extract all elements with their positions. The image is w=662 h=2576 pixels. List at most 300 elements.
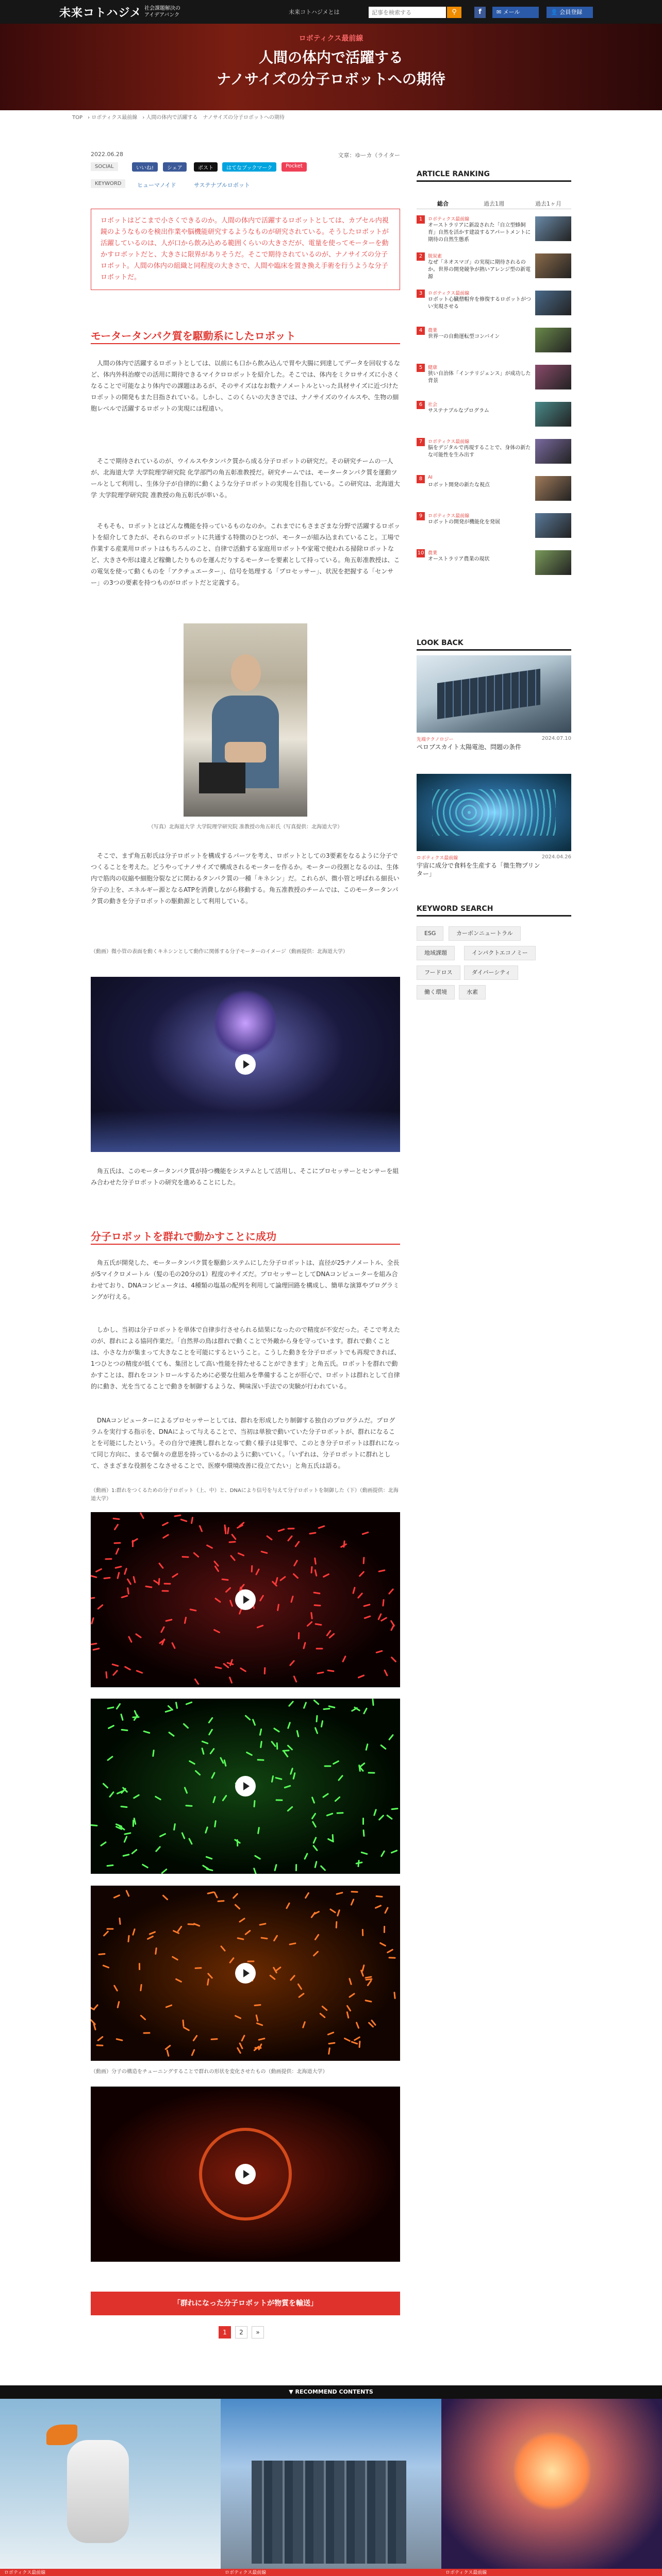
keyword-tag[interactable]: ダイバーシティ [464,965,518,980]
microscopy-particle [311,1797,316,1804]
microscopy-particle [320,1865,326,1871]
microscopy-particle [363,1615,371,1619]
microscopy-particle [201,1740,208,1744]
play-icon[interactable] [235,1054,256,1075]
microscopy-particle [309,1532,316,1534]
microscopy-particle [312,1837,317,1844]
microscopy-particle [327,2031,334,2036]
microscopy-particle [165,1619,172,1622]
rank-title[interactable]: なぜ「ネオスマゴ」の実現に期待されるのか。世界の開発競争が熱いアレンジ型の新電源 [428,260,531,280]
microscopy-particle [318,1525,325,1529]
microscopy-particle [384,1926,385,1933]
rank-category[interactable]: 農業 [428,551,438,556]
microscopy-particle [229,1957,235,1964]
rank-title[interactable]: オーストラリア農業の現状 [428,556,490,562]
rank-thumb[interactable] [535,328,571,352]
microscopy-particle [313,1699,320,1705]
microscopy-particle [163,1583,171,1584]
microscopy-particle [361,1964,365,1972]
video-player[interactable] [91,977,400,1152]
rank-category[interactable]: 脱炭素 [428,254,442,259]
rank-title[interactable]: ロボット心臓僧帽弁を修復するロボットがつい実現させる [428,297,531,310]
microscopy-particle [194,1967,202,1969]
rank-category[interactable]: 農業 [428,328,438,333]
researcher-photo [184,623,307,817]
microscopy-particle [255,2014,258,2022]
microscopy-particle [140,1984,142,1991]
microscopy-particle [97,1604,104,1609]
rank-category[interactable]: ロボティクス最前線 [428,514,470,519]
rank-title[interactable]: オーストラリアに新設された「自立型蜂飼育」自然を活かす建設するアパートメントに期待の自然生態系 [428,223,531,243]
rank-thumb[interactable] [535,253,571,278]
microscopy-particle [260,1551,268,1554]
microscopy-particle [312,1821,317,1828]
microscopy-particle [254,2047,261,2048]
ranking-item[interactable] [417,475,571,506]
tab-week[interactable]: 過去1週 [484,200,504,207]
breadcrumb-item: 人間の体内で活躍する ナノサイズの分子ロボットへの期待 [146,115,285,121]
site-logo[interactable]: 未来コトハジメ [59,6,142,20]
microscopy-particle [222,1794,227,1801]
page-button[interactable]: 2 [235,2326,247,2338]
microscopy-particle [351,1891,358,1893]
microscopy-particle [386,1815,393,1820]
microscopy-particle [321,2005,328,2011]
microscopy-particle [275,1967,282,1972]
microscopy-particle [252,1719,256,1726]
rank-category[interactable]: AI [428,475,433,480]
microscopy-particle [302,2021,306,2028]
video-player[interactable] [91,1512,400,1687]
microscopy-particle [338,1775,343,1782]
microscopy-particle [274,1864,277,1871]
microscopy-particle [257,1759,264,1761]
microscopy-particle [328,1633,335,1638]
rank-thumb[interactable] [535,365,571,389]
recommend-thumb[interactable] [441,2399,662,2569]
microscopy-particle [188,1838,193,1845]
microscopy-particle [124,1568,127,1575]
microscopy-particle [384,1669,388,1676]
microscopy-particle [164,1709,172,1713]
microscopy-particle [264,1667,266,1674]
microscopy-particle [294,1540,300,1547]
microscopy-particle [336,1892,343,1895]
microscopy-particle [102,1783,108,1789]
microscopy-particle [239,2042,243,2049]
ranking-heading: ARTICLE RANKING [417,170,571,182]
microscopy-particle [256,2022,263,2026]
microscopy-particle [269,1975,276,1980]
microscopy-particle [327,1670,334,1672]
search-input[interactable] [369,7,446,18]
microscopy-particle [114,1566,122,1569]
lookback-thumb[interactable] [417,774,571,851]
microscopy-particle [259,1728,262,1736]
rank-thumb[interactable] [535,550,571,575]
rank-category[interactable]: 健康 [428,365,438,370]
ranking-item[interactable] [417,512,571,543]
rank-thumb[interactable] [535,439,571,464]
microscopy-particle [246,1751,253,1756]
rank-thumb[interactable] [535,216,571,241]
microscopy-particle [368,1772,375,1773]
microscopy-particle [152,1750,155,1757]
microscopy-particle [304,1853,308,1860]
keyword-link[interactable]: ヒューマノイド [137,182,176,189]
rank-category[interactable]: ロボティクス最前線 [428,291,470,296]
microscopy-particle [349,1978,352,1985]
keyword-tag[interactable]: 水素 [459,985,486,999]
lookback-thumb[interactable] [417,655,571,733]
microscopy-particle [91,1575,97,1579]
paragraph: そもそも、ロボットとはどんな機能を持っているものなのか。これまでにもさまざまな分野で活躍するロボットを紹介してきたが、それらのロボットに共通する特徴のひとつが、モーターが組み込まれていること。工場で作業する産業用ロボットはもちろんのこと、自律で活動する家庭用ロボットや家電で使われる掃除ロボットなど、大きさや形は違えど稼働したりものを運んだりするモーターを要素として持っている。角五彰准教授は、この電気を使って動くものを「アクチュエーター」、信号を処理する「プロセッサー」、状況を把握する「センサー」の3つの要素を持つものがロボットだと定義する。 [91,522,401,586]
microscopy-particle [362,1929,363,1936]
microscopy-particle [112,1518,120,1520]
microscopy-particle [283,1751,289,1757]
search-icon[interactable]: ⚲ [447,7,461,18]
rank-title[interactable]: 世界一の自動運転型コンバイン [428,334,500,340]
microscopy-particle [349,1993,355,1998]
microscopy-particle [198,1525,203,1532]
microscopy-particle [316,1648,323,1650]
microscopy-particle [100,1841,107,1846]
ranking-item[interactable] [417,549,571,580]
microscopy-particle [247,1960,254,1962]
lookback-title[interactable]: 宇宙に成分で食料を生産する「微生物プリンター」 [417,862,540,877]
microscopy-particle [373,1809,377,1816]
microscopy-particle [306,1621,312,1627]
rank-number: 7 [417,438,425,446]
video-player[interactable] [91,2087,400,2262]
ranking-item[interactable] [417,252,571,283]
microscopy-particle [133,1576,136,1583]
rank-category[interactable]: 社会 [428,402,438,408]
microscopy-particle [192,2035,197,2041]
microscopy-particle [122,1854,129,1857]
mail-button[interactable]: ✉ メール [492,7,539,18]
microscopy-particle [127,1935,129,1942]
microscopy-particle [165,2004,172,2008]
microscopy-particle [155,1846,161,1852]
video-player[interactable] [91,1699,400,1874]
microscopy-particle [181,1556,189,1558]
lookback-category[interactable]: 先端テクノロジー [417,737,454,742]
microscopy-particle [387,1948,394,1953]
microscopy-particle [145,1585,152,1588]
microscopy-particle [194,1770,201,1776]
microscopy-particle [123,1836,127,1843]
microscopy-particle [205,1826,208,1834]
microscopy-particle [109,1791,114,1798]
play-icon[interactable] [235,2164,256,2184]
search-box [369,7,461,18]
lookback-title[interactable]: ペロブスカイト太陽電池、問題の条件 [417,743,522,751]
microscopy-particle [295,1864,297,1871]
microscopy-particle [292,1772,295,1780]
lookback-category[interactable]: ロボティクス最前線 [417,856,458,861]
rank-thumb[interactable] [535,476,571,501]
microscopy-particle [257,1827,260,1834]
microscopy-particle [284,1785,291,1788]
microscopy-particle [106,1865,113,1867]
rank-thumb[interactable] [535,513,571,538]
microscopy-particle [155,1947,157,1955]
rank-title[interactable]: ロボット開発の新たな視点 [428,482,490,488]
microscopy-particle [183,2026,190,2031]
microscopy-particle [91,1597,95,1600]
play-icon[interactable] [235,1776,256,1797]
play-icon[interactable] [235,1963,256,1984]
rank-title[interactable]: サステナブルなプログラム [428,408,489,414]
microscopy-particle [360,1852,368,1855]
microscopy-particle [185,1701,192,1705]
rank-title[interactable]: 脳をデジタルで再現することで、身体の新たな可能性を生み出す [428,445,531,458]
microscopy-particle [273,1727,280,1733]
microscopy-particle [256,1624,263,1629]
microscopy-particle [182,2020,184,2027]
microscopy-particle [91,1617,94,1624]
microscopy-particle [102,1964,109,1969]
microscopy-particle [127,1587,129,1595]
microscopy-particle [244,1929,251,1935]
keyword-tag[interactable]: 地域課題 [417,946,455,960]
paragraph: 人間の体内で活躍するロボットとしては、以前にも口から飲み込んで胃や大腸に到達してデータを回収するなど、体内外科治療での活用に期待できるマイクロロボットを紹介した。そこでは、体内をミクロサイズに小さくなることで可能なより体内での課題はあるが、そのサイズはなお数ナノメートルといった具材サイズに近づけたロボットの開発もまた目指されている。しかし、このくらいの大きさでは、ナノサイズのウイルスや、生物の細胞レベルで活躍するロボットの実現には程遠い。 [91,360,401,412]
like-button[interactable]: いいね! [132,162,158,172]
microscopy-particle [319,2012,326,2018]
microscopy-particle [132,1716,139,1718]
microscopy-particle [379,1942,387,1946]
microscopy-particle [229,1600,234,1607]
microscopy-particle [271,1775,274,1783]
pocket-button[interactable]: Pocket [282,162,307,172]
microscopy-particle [333,1760,340,1765]
microscopy-particle [298,1993,305,1998]
microscopy-particle [217,1900,224,1902]
microscopy-particle [214,1666,222,1669]
ranking-item[interactable] [417,438,571,469]
article-date: 2022.06.28 [91,151,123,158]
microscopy-particle [142,1863,149,1869]
breadcrumb-item[interactable]: TOP [72,115,83,121]
microscopy-particle [260,1741,262,1748]
keyword-tag[interactable]: ESG [417,926,443,941]
video-caption: （動画）1:群れをつくるための分子ロボット（上、中）と、DNAにより信号を与えて分子ロボットを制御した（下）（動画提供：北海道大学） [91,1488,399,1502]
keyword-tag[interactable]: インパクトエコノミー [464,946,536,960]
lookback-date: 2024.07.10 [541,736,571,741]
paragraph: しかし、当初は分子ロボットを単体で自律歩行させられる結果になったので精度が不安だった。そこで考えたのが、群れによる協同作業だ。「自然界の鳥は群れで動くことで外敵から身を守っています。群れで動くことは、小さな力が集まって大きなことを可能にするということ。こうした動きを分子ロボットでも再現できれば、1つひとつの精度が低くても、集団として高い性能を持たせることができます」と角五氏。ロボットを群れで動かすことは、群れをコントロールするために必要な仕組みを準備することが肝心で、ロボットは群れとして自律的に動き、光を当てることで動きを制御するような、興味深い手法での実験が行われている。 [91,1326,401,1390]
microscopy-particle [365,1999,372,2003]
microscopy-particle [365,1743,368,1751]
microscopy-particle [175,1702,178,1709]
microscopy-particle [103,1930,109,1937]
microscopy-particle [206,1544,213,1549]
microscopy-particle [220,1945,226,1952]
microscopy-particle [290,1975,295,1981]
share-button[interactable]: シェア [163,162,187,172]
microscopy-particle [334,1796,340,1802]
microscopy-particle [275,1777,282,1780]
microscopy-particle [140,1512,144,1519]
microscopy-particle [233,1893,239,1899]
rank-thumb[interactable] [535,291,571,315]
microscopy-particle [208,1728,213,1736]
microscopy-particle [173,1823,176,1831]
microscopy-particle [286,1902,290,1909]
keyword-row [91,179,400,191]
tab-overall[interactable]: 総合 [437,200,449,207]
microscopy-particle [311,1812,316,1819]
microscopy-particle [378,1569,385,1572]
recommend-category[interactable]: ロボティクス最前線 [221,2569,441,2576]
microscopy-particle [367,1979,372,1986]
microscopy-particle [253,1800,255,1807]
microscopy-particle [289,1660,295,1667]
microscopy-particle [162,1894,168,1901]
microscopy-particle [158,1563,164,1569]
microscopy-particle [143,1731,150,1734]
microscopy-particle [279,1576,286,1582]
microscopy-particle [390,1850,398,1854]
microscopy-particle [92,1648,100,1651]
microscopy-particle [119,1918,121,1925]
keyword-tag[interactable]: フードロス [417,965,460,980]
lookback-heading: LOOK BACK [417,639,571,651]
microscopy-particle [166,2049,169,2057]
ranking-item[interactable] [417,215,571,246]
microscopy-particle [357,1674,365,1679]
microscopy-particle [298,1632,300,1639]
microscopy-particle [363,1707,368,1715]
microscopy-particle [313,1591,320,1594]
post-button[interactable]: ポスト [194,162,218,172]
paragraph: 角五氏が開発した、モータータンパク質を駆動システムにした分子ロボットは、直径が25ナノメートル、全長が5マイクロメートル（髪の毛の20分の1）程度のサイズだ。プロセッサーとしてDNAコンピューターを組み合わせており、DNAコンピュータは、4種類の塩基の配列を利用して論理回路を構成し、簡単な演算やプログラミングが行える。 [91,1259,400,1300]
microscopy-particle [235,2015,242,2020]
about-link[interactable]: 未来コトハジメとは [289,9,340,15]
ranking-item[interactable] [417,327,571,358]
breadcrumb: TOP › ロボティクス最前線 › 人間の体内で活躍する ナノサイズの分子ロボットへの期待 [72,115,285,121]
microscopy-particle [113,1985,119,1992]
play-icon[interactable] [235,1589,256,1610]
rank-title[interactable]: 狭い自治体「インテリジェンス」が成功した背景 [428,371,531,384]
microscopy-particle [168,1732,175,1737]
microscopy-particle [313,1604,321,1606]
microscopy-particle [230,1555,236,1562]
microscopy-particle [124,1666,131,1670]
hatena-button[interactable]: はてなブックマーク [222,162,276,172]
keyword-tag[interactable]: カーボンニュートラル [449,926,521,941]
ranking-tabs [417,198,571,209]
keyword-tag[interactable]: 働く環境 [417,985,455,999]
recommend-thumb[interactable] [221,2399,441,2569]
microscopy-particle [213,1629,221,1634]
article-author: 文章：ゆーカ（ライター [338,152,400,159]
microscopy-particle [143,2032,150,2033]
microscopy-particle [260,1937,268,1940]
microscopy-particle [227,1527,229,1534]
paragraph: そこで、まず角五彰氏は分子ロボットを構成するパーツを考え、ロボットとしての3要素をなるように分子でつくることを考えた。どうやってナノサイズで構成されるモーターを作るか。モーターの役割となるのは、生体内で筋肉の収縮や細胞分裂などに関わるタンパク質の一種「キネシン」だ。これらが、微小管と呼ばれる細長い分子の上を、エネルギー源となるATPを消費しながら移動する。角五准教授のチームでは、このモータータンパク質の動きを分子ロボットの駆動源として利用している。 [91,852,400,905]
section-heading: モータータンパク質を駆動系にしたロボット [91,330,296,342]
divider [91,343,400,344]
microscopy-particle [148,1931,156,1935]
next-page-button[interactable]: » [252,2326,264,2338]
microscopy-particle [382,1599,384,1606]
microscopy-particle [328,2047,330,2055]
microscopy-particle [255,1568,260,1575]
microscopy-particle [241,2035,245,2042]
microscopy-particle [259,1923,266,1926]
microscopy-particle [277,1528,285,1532]
rank-number: 1 [417,215,425,224]
microscopy-particle [125,1890,129,1897]
rank-category[interactable]: ロボティクス最前線 [428,217,470,222]
photo-caption: （写真）北海道大学 大学院理学研究院 准教授の角五彰氏（写真提供：北海道大学） [148,824,343,830]
microscopy-particle [359,2041,361,2048]
microscopy-particle [290,1596,294,1603]
microscopy-particle [205,1856,212,1859]
microscopy-particle [107,1706,114,1709]
recommend-category[interactable]: ロボティクス最前線 [0,2569,221,2576]
social-row [91,161,400,173]
microscopy-particle [210,2038,218,2040]
microscopy-particle [315,1623,322,1625]
microscopy-particle [276,1742,278,1750]
tab-month[interactable]: 過去1ヶ月 [535,200,561,207]
recommend-category[interactable]: ロボティクス最前線 [441,2569,662,2576]
microscopy-particle [234,1904,240,1910]
microscopy-particle [251,1565,253,1572]
rank-number: 2 [417,252,425,261]
facebook-icon[interactable]: f [474,7,486,18]
microscopy-particle [193,1923,200,1927]
rank-thumb[interactable] [535,402,571,427]
rank-title[interactable]: ロボットの開発が機能化を発展 [428,519,500,525]
rank-category[interactable]: ロボティクス最前線 [428,439,470,445]
microscopy-particle [115,2038,123,2041]
microscopy-particle [185,1805,192,1807]
microscopy-particle [378,1815,384,1821]
microscopy-particle [380,1744,387,1750]
microscopy-particle [113,1542,121,1544]
microscopy-particle [177,1925,183,1932]
page-title: 人間の体内で活躍する ナノサイズの分子ロボットへの期待 [217,49,445,88]
hero-banner [0,24,662,110]
microscopy-particle [189,1760,196,1765]
recommend-thumb[interactable] [0,2399,221,2569]
ranking-item[interactable] [417,290,571,320]
microscopy-particle [160,1626,165,1633]
microscopy-particle [172,1573,178,1578]
page-button[interactable]: 1 [219,2326,231,2338]
divider [91,1244,400,1245]
keyword-label: KEYWORD [91,179,125,188]
microscopy-particle [159,1833,167,1838]
ranking-item[interactable] [417,364,571,395]
next-article-button[interactable]: 「群れになった分子ロボットが物質を輸送」 [91,2292,400,2315]
hero-category[interactable]: ロボティクス最前線 [299,35,363,43]
microscopy-particle [323,1573,330,1578]
video-player[interactable] [91,1886,400,2061]
microscopy-particle [105,1558,112,1560]
microscopy-particle [346,2005,351,2011]
ranking-item[interactable] [417,401,571,432]
microscopy-particle [211,1772,216,1779]
keyword-link[interactable]: サステナブルロボット [194,182,250,189]
member-button[interactable]: 👤 会員登録 [547,7,593,18]
breadcrumb-item[interactable]: ロボティクス最前線 [91,115,138,121]
microscopy-particle [225,1587,231,1593]
microscopy-particle [189,1608,196,1612]
